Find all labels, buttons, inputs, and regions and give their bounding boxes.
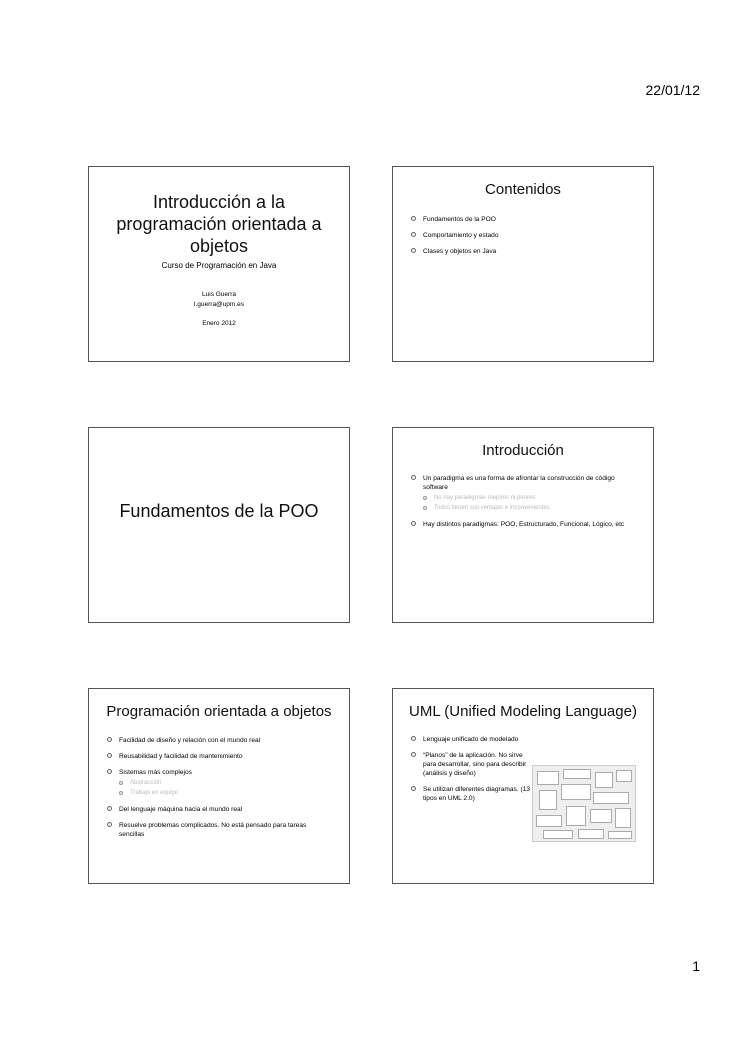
slide-uml — [392, 688, 654, 884]
uml-diagrams-image — [532, 765, 636, 842]
list-item: Facilidad de diseño y relación con el mundo real — [107, 736, 327, 745]
bullet-icon — [411, 752, 416, 757]
list-item: Clases y objetos en Java — [411, 247, 631, 256]
slide-heading: UML (Unified Modeling Language) — [409, 703, 637, 720]
list-item: “Planos” de la aplicación. No sirve para desarrollar, sino para describir (análisis y diseño) — [411, 751, 531, 778]
bullet-icon — [107, 822, 112, 827]
list-item: Lenguaje unificado de modelado — [411, 735, 531, 744]
bullet-list — [393, 474, 653, 529]
bullet-icon — [411, 786, 416, 791]
presentation-title: Introducción a la programación orientada a objetos — [116, 192, 322, 256]
bullet-list — [393, 735, 553, 803]
bullet-icon — [107, 806, 112, 811]
list-item: Se utilizan diferentes diagramas. (13 tipos en UML 2.0) — [411, 785, 531, 803]
slide-poo — [88, 688, 350, 884]
sub-list — [423, 494, 631, 513]
author-block — [89, 290, 349, 310]
bullet-icon — [107, 769, 112, 774]
bullet-icon — [411, 232, 416, 237]
sub-list-item: No hay paradigmas mejores ni peores — [423, 494, 631, 503]
slide-fundamentos — [88, 427, 350, 623]
bullet-list — [393, 215, 653, 256]
slide-introduccion — [392, 427, 654, 623]
bullet-icon — [107, 737, 112, 742]
sub-list-item: Todos tienen sus ventajas e inconvenientes — [423, 504, 631, 513]
bullet-icon — [411, 475, 416, 480]
bullet-icon — [107, 753, 112, 758]
slide-heading: Contenidos — [485, 181, 561, 198]
header-date: 22/01/12 — [645, 82, 700, 98]
slide-title — [88, 166, 350, 362]
list-item: Reusabilidad y facilidad de mantenimiento — [107, 752, 327, 761]
author-email: l.guerra@upm.es — [194, 301, 244, 308]
list-item: Un paradigma es una forma de afrontar la construcción de código software No hay paradigmas mejores ni peores Todos tienen sus ventajas e inconvenientes — [411, 474, 631, 513]
sub-list — [119, 779, 327, 798]
bullet-icon — [411, 521, 416, 526]
slide-heading: Programación orientada a objetos — [106, 703, 332, 720]
list-item: Del lenguaje máquina hacia el mundo real — [107, 805, 327, 814]
bullet-icon — [423, 506, 427, 510]
bullet-icon — [411, 248, 416, 253]
sub-list-item: Trabajo en equipo — [119, 789, 327, 798]
presentation-subtitle: Curso de Programación en Java — [161, 261, 277, 270]
bullet-icon — [411, 736, 416, 741]
list-item: Resuelve problemas complicados. No está pensado para tareas sencillas — [107, 821, 327, 839]
presentation-date: Enero 2012 — [202, 320, 236, 327]
list-item: Hay distintos paradigmas: POO, Estructurado, Funcional, Lógico, etc — [411, 520, 631, 529]
list-item: Comportamiento y estado — [411, 231, 631, 240]
slide-contenidos — [392, 166, 654, 362]
list-item: Sistemas más complejos Abstracción Trabajo en equipo — [107, 768, 327, 798]
list-item: Fundamentos de la POO — [411, 215, 631, 224]
bullet-icon — [119, 781, 123, 785]
slide-heading: Introducción — [482, 442, 564, 459]
bullet-list — [89, 736, 349, 839]
bullet-icon — [423, 496, 427, 500]
page-number: 1 — [692, 958, 700, 974]
sub-list-item: Abstracción — [119, 779, 327, 788]
author-name: Luis Guerra — [202, 291, 236, 298]
bullet-icon — [119, 791, 123, 795]
bullet-icon — [411, 216, 416, 221]
section-heading: Fundamentos de la POO — [119, 501, 319, 521]
